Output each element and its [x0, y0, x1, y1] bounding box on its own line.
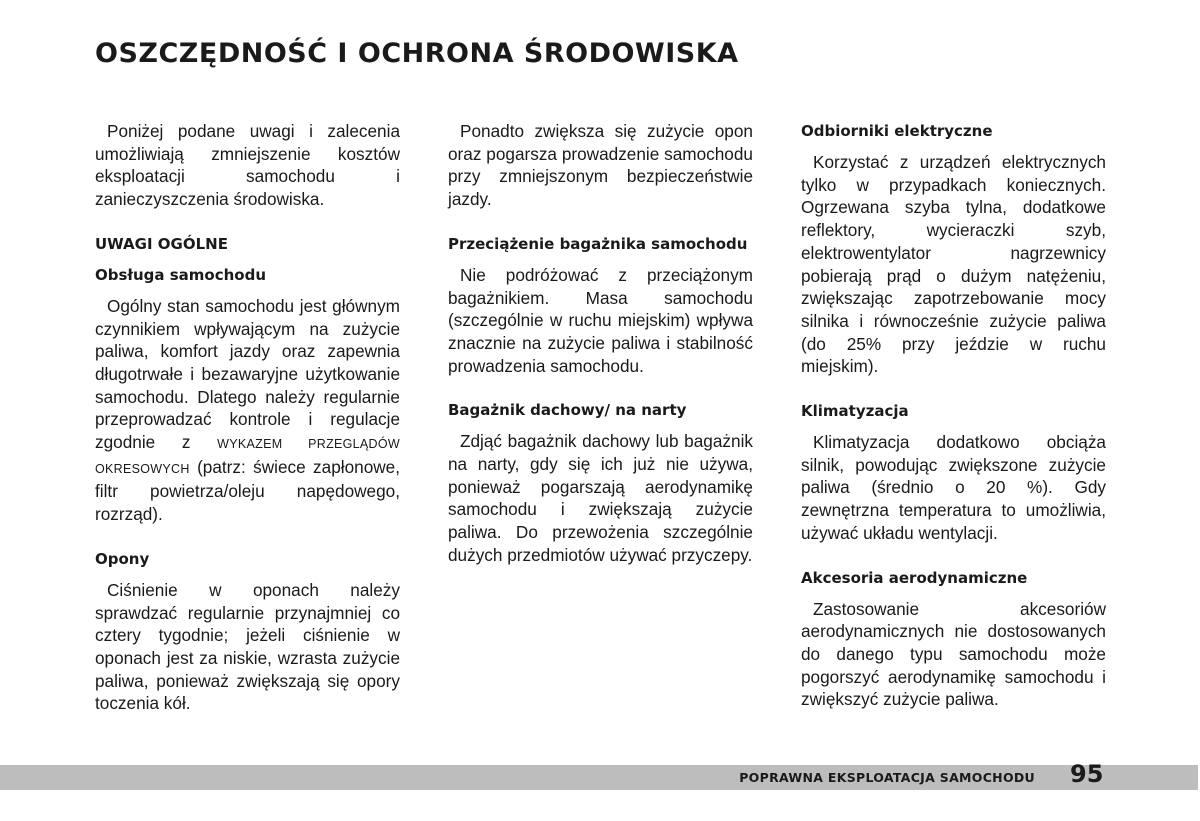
column-1: [95, 120, 400, 737]
roof-rack-heading: Bagażnik dachowy/ na narty: [448, 401, 687, 420]
column-2: [448, 120, 753, 589]
tyres-paragraph: Ciśnienie w oponach należy sprawdzać regularnie przynajmniej co cztery tygodnie; jeżeli ciśnienie w oponach jest za niskie, wzrasta zużycie paliwa, ponieważ zwiększają się opory toczenia kół.: [95, 579, 400, 714]
roof-rack-paragraph: Zdjąć bagażnik dachowy lub bagażnik na narty, gdy się ich już nie używa, ponieważ pogarszają aerodynamikę samochodu i zwiększają zużycie paliwa. Do przewożenia szczególnie dużych przedmiotów używać przyczepy.: [448, 431, 753, 565]
overload-heading: Przeciążenie bagażnika samochodu: [448, 234, 748, 253]
column-3: [801, 120, 1106, 733]
air-conditioning-heading: Klimatyzacja: [801, 402, 909, 421]
maintenance-heading: Obsługa samochodu: [95, 265, 267, 284]
general-heading: UWAGI OGÓLNE: [95, 234, 228, 253]
maintenance-text-b: (patrz: świece zapłonowe, filtr powietrza/oleju napędowego, rozrząd).: [95, 456, 400, 525]
intro-paragraph: Poniżej podane uwagi i zalecenia umożliwiają zmniejszenie kosztów eksploatacji samochodu i zanieczyszczenia środowiska.: [95, 121, 400, 210]
tyres-heading: Opony: [95, 549, 150, 568]
overload-paragraph: Nie podróżować z przeciążonym bagażnikiem. Masa samochodu (szczególnie w ruchu miejskim) wpływa znacznie na zużycie paliwa i stabilność prowadzenia samochodu.: [448, 264, 753, 376]
maintenance-schedule-reference: WYKAZEM PRZEGLĄDÓW OKRESOWYCH: [95, 437, 400, 476]
aerodynamic-accessories-paragraph: Zastosowanie akcesoriów aerodynamicznych nie dostosowanych do danego typu samochodu może pogorszyć aerodynamikę samochodu i zwiększyć zużycie paliwa.: [801, 598, 1106, 710]
aerodynamic-accessories-heading: Akcesoria aerodynamiczne: [801, 568, 1028, 587]
footer-section-title: POPRAWNA EKSPLOATACJA SAMOCHODU: [739, 770, 1035, 785]
maintenance-paragraph: [95, 295, 400, 526]
page-title: OSZCZĘDNOŚĆ I OCHRONA ŚRODOWISKA: [95, 38, 739, 69]
maintenance-text-a: Ogólny stan samochodu jest głównym czynnikiem wpływającym na zużycie paliwa, komfort jazdy oraz zapewnia długotrwałe i bezawaryjne użytkowanie samochodu. Dlatego należy regularnie przeprowadzać kontrole i regulacje zgodnie z: [95, 295, 400, 453]
page-number: 95: [1070, 760, 1104, 788]
electrical-paragraph: Korzystać z urządzeń elektrycznych tylko w przypadkach koniecznych. Ogrzewana szyba tylna, dodatkowe reflektory, wycieraczki szyb, elektrowentylator nagrzewnicy pobierają prąd o dużym natężeniu, zwiększając zapotrzebowanie mocy silnika i równocześnie zużycie paliwa (do 25% przy jeździe w ruchu miejskim).: [801, 152, 1106, 377]
tyres-continued-paragraph: Ponadto zwiększa się zużycie opon oraz pogarsza prowadzenie samochodu przy zmniejszonym bezpieczeństwie jazdy.: [448, 121, 753, 210]
electrical-heading: Odbiorniki elektryczne: [801, 122, 993, 140]
air-conditioning-paragraph: Klimatyzacja dodatkowo obciąża silnik, powodując zwiększone zużycie paliwa (średnio o 20 %). Gdy zewnętrzna temperatura to umożliwia, używać układu wentylacji.: [801, 432, 1106, 543]
